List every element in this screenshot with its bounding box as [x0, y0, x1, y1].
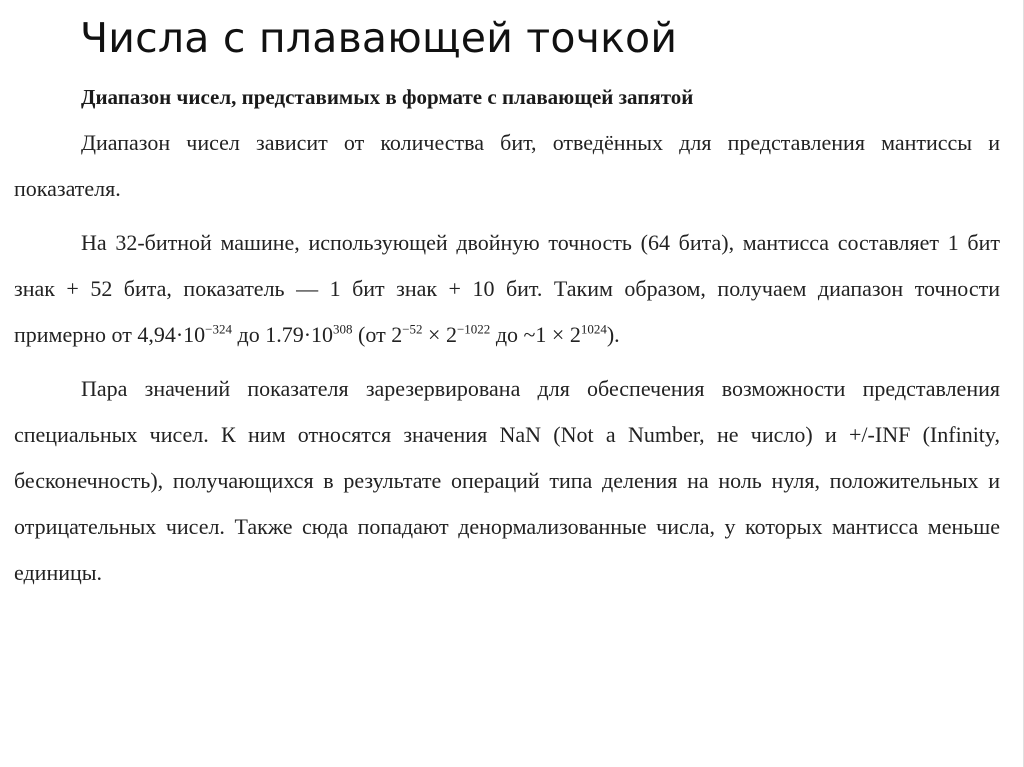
- paragraph-double-precision: [14, 220, 1000, 358]
- paragraph-text: (от 2: [352, 322, 403, 347]
- slide-title: Числа с плавающей точкой: [80, 14, 678, 62]
- exponent: −324: [205, 321, 233, 337]
- paragraph-text: ).: [606, 322, 620, 347]
- paragraph-text: × 2: [422, 322, 457, 347]
- exponent: −52: [402, 321, 423, 337]
- paragraph-text: до 1.79·10: [232, 322, 334, 347]
- section-heading: Диапазон чисел, представимых в формате с плавающей запятой: [81, 85, 694, 109]
- exponent: 308: [333, 321, 353, 337]
- document-image: [14, 82, 1000, 604]
- paragraph-special-values: Пара значений показателя зарезервирована для обеспечения возможности представления специальных чисел. К ним относятся значения NaN (Not a Number, не число) и +/-INF (Infinity, бесконечность), получающихся в результате операций типа деления на ноль нуля, положительных и отрицательных чисел. Также сюда попадают денормализованные числа, у которых мантисса меньше единицы.: [14, 376, 1000, 585]
- exponent: 1024: [580, 321, 607, 337]
- exponent: −1022: [456, 321, 491, 337]
- paragraph-range-dependence: Диапазон чисел зависит от количества бит, отведённых для представления мантиссы и показателя.: [14, 130, 1000, 201]
- paragraph-text: до ~1 × 2: [490, 322, 581, 347]
- paragraph-text: На 32-битной машине, использующей двойную точность (64 бита), мантисса составляет 1 бит знак + 52 бита, показатель — 1 бит знак + 10 бит. Таким образом, получаем диапазон точности примерно от 4,94·10: [14, 230, 1000, 347]
